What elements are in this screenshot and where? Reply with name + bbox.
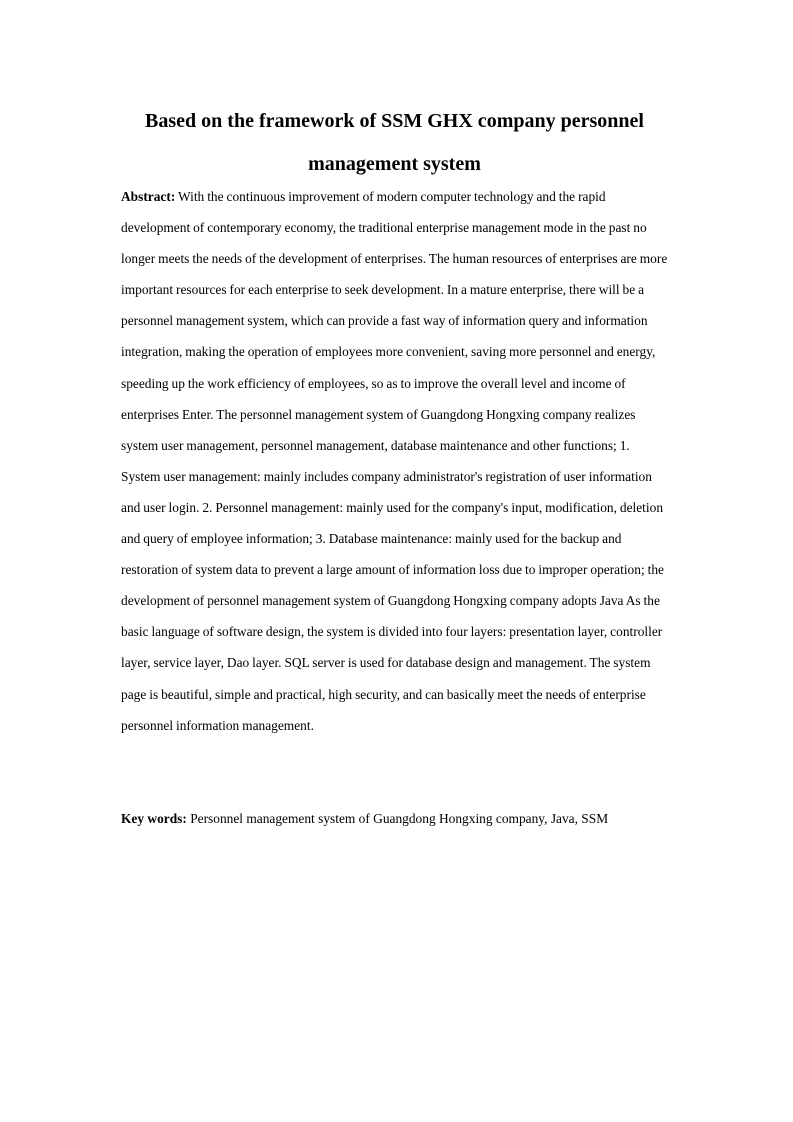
paper-title: Based on the framework of SSM GHX company personnel management system <box>145 110 644 175</box>
abstract-label: Abstract: <box>121 189 176 204</box>
keywords-label: Key words: <box>121 811 187 826</box>
abstract-text: With the continuous improvement of modern computer technology and the rapid development of contemporary economy, the traditional enterprise management mode in the past no longer meets the needs of the development of enterprises. The human resources of enterprises are more important resources for each enterprise to seek development. In a mature enterprise, there will be a personnel management system, which can provide a fast way of information query and information integration, making the operation of employees more convenient, saving more personnel and energy, speeding up the work efficiency of employees, so as to improve the overall level and income of enterprises Enter. The personnel management system of Guangdong Hongxing company realizes system user management, personnel management, database maintenance and other functions; 1. System user management: mainly includes company administrator's registration of user information and user login. 2. Personnel management: mainly used for the company's input, modification, deletion and query of employee information; 3. Database maintenance: mainly used for the backup and restoration of system data to prevent a large amount of information loss due to improper operation; the development of personnel management system of Guangdong Hongxing company adopts Java As the basic language of software design, the system is divided into four layers: presentation layer, controller layer, service layer, Dao layer. SQL server is used for database design and management. The system page is beautiful, simple and practical, high security, and can basically meet the needs of enterprise personnel information management. <box>121 189 668 733</box>
keywords-paragraph <box>121 803 668 834</box>
abstract-paragraph <box>121 181 668 741</box>
keywords-text: Personnel management system of Guangdong Hongxing company, Java, SSM <box>190 811 609 826</box>
